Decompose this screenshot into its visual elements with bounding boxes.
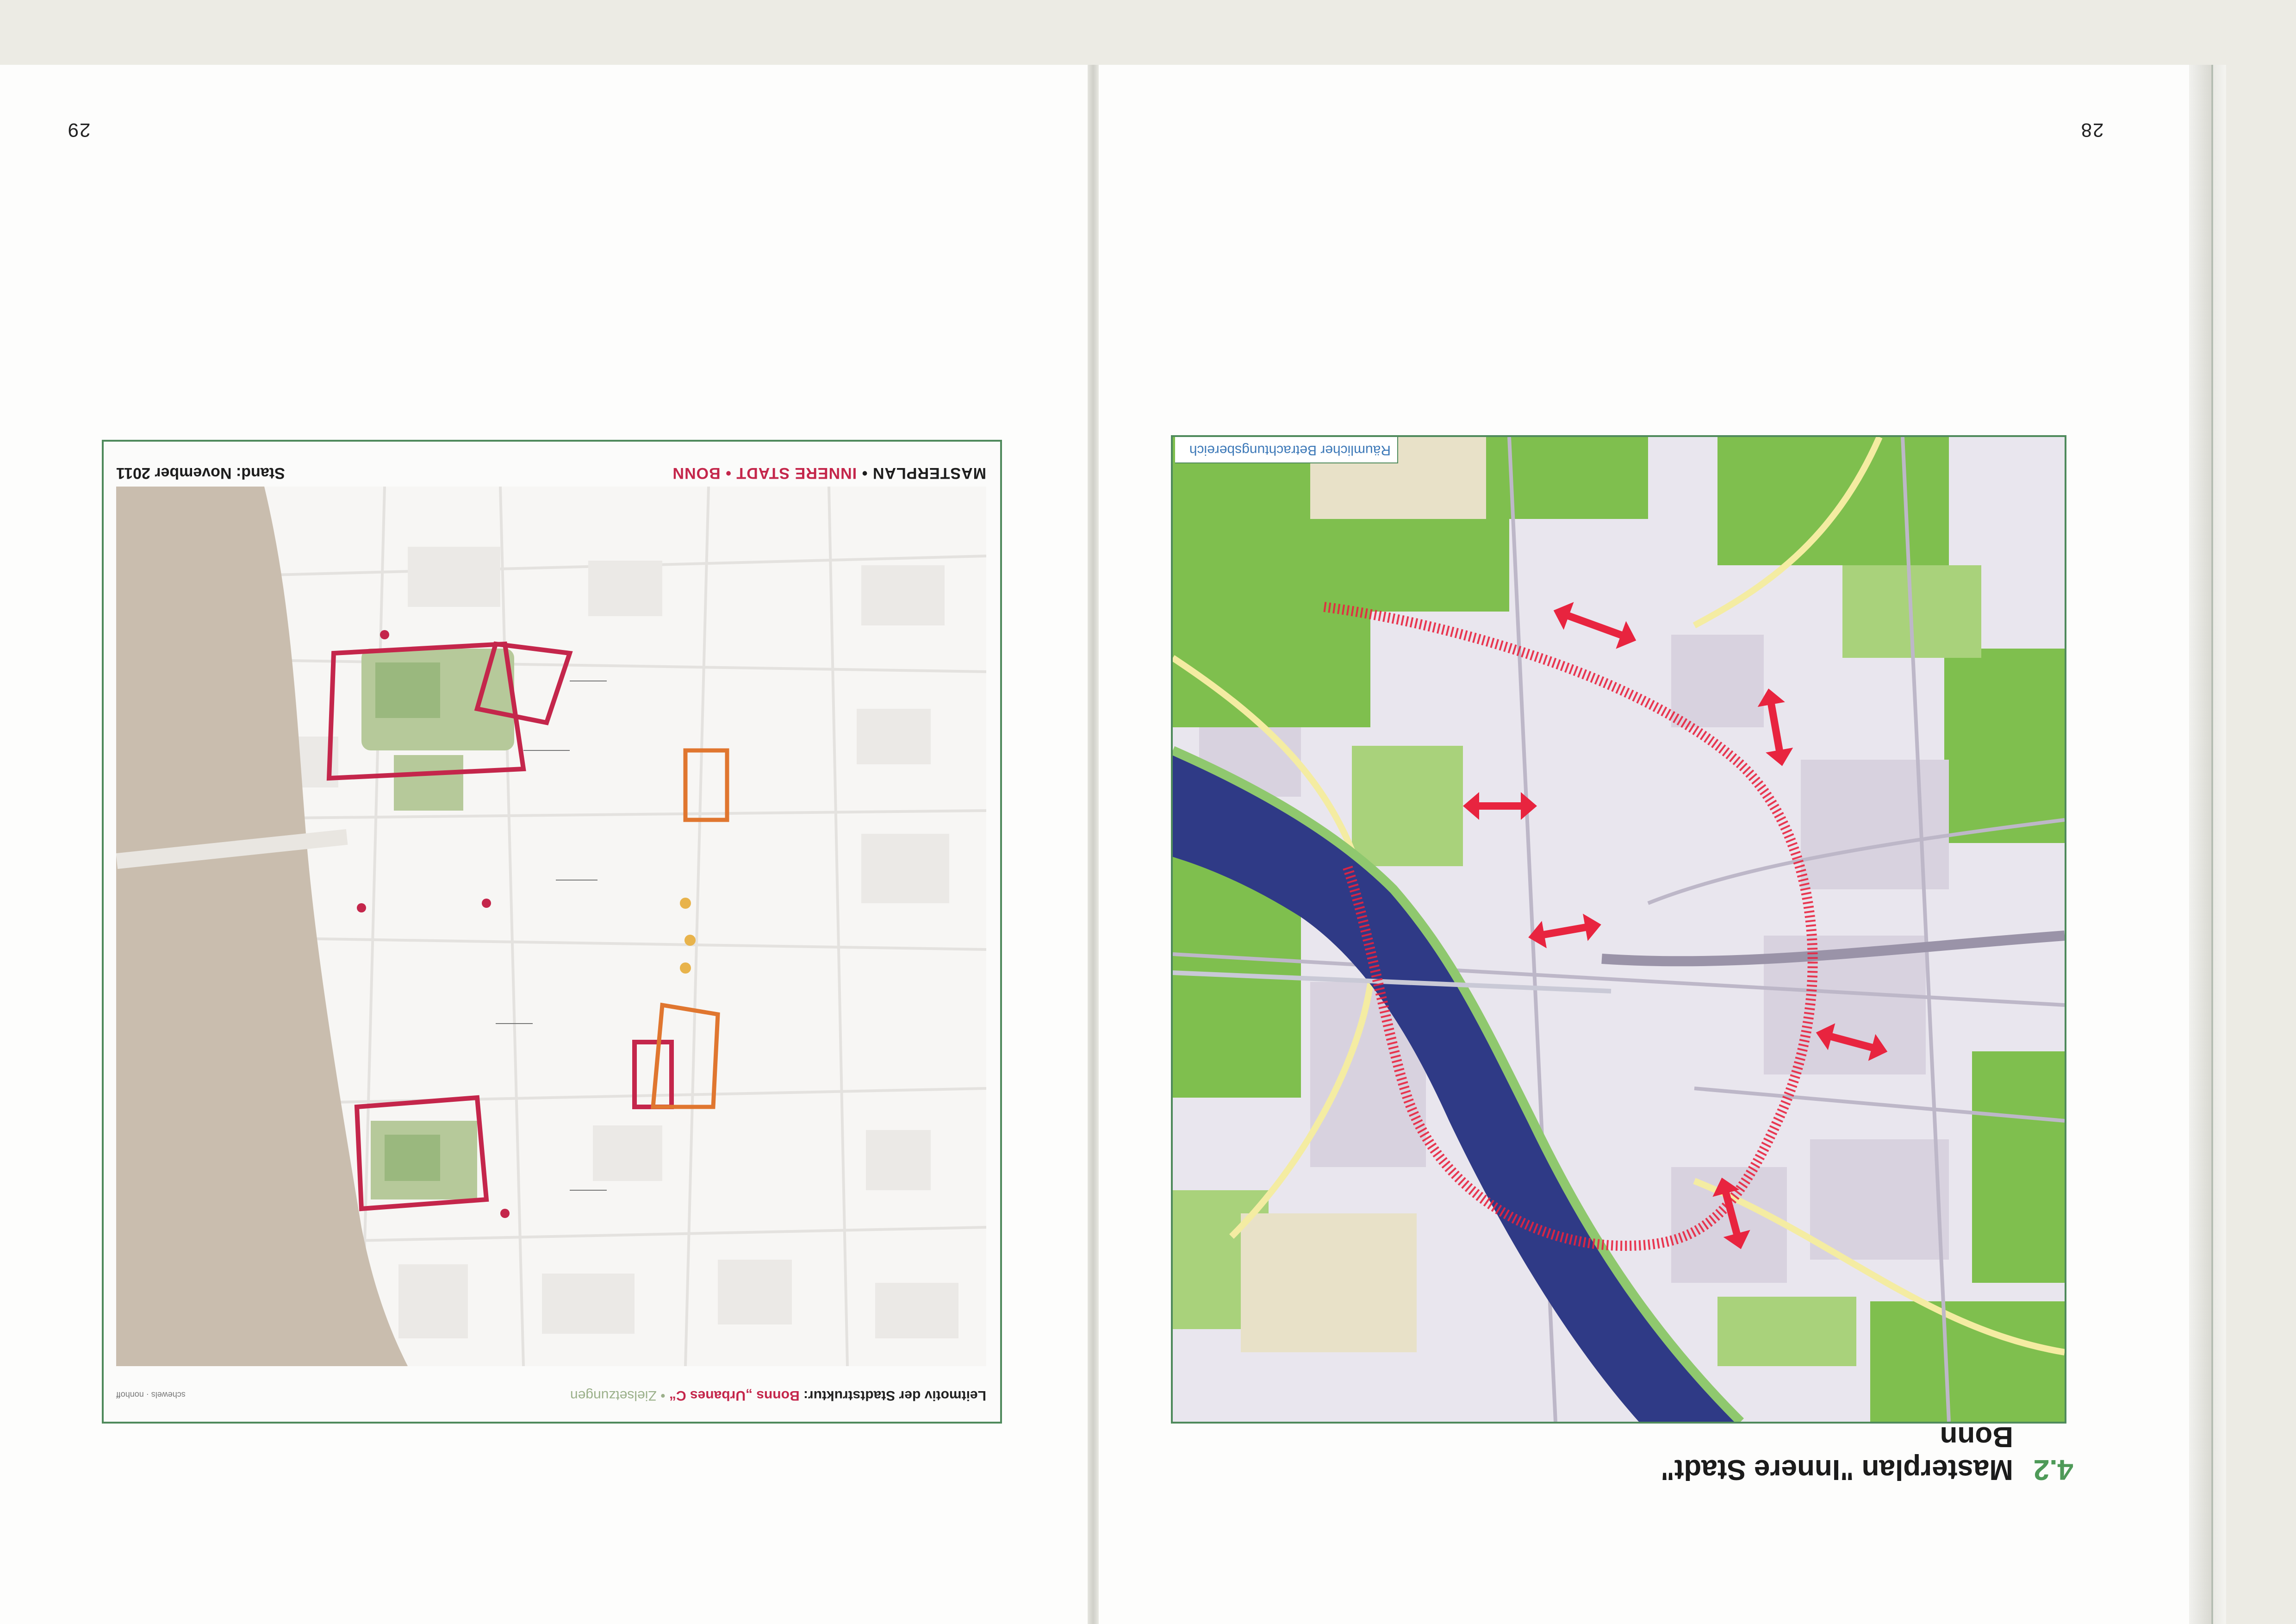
scan-background-right [2226,0,2296,1624]
masterplan-map [116,487,986,1366]
masterplan-title-red: INNERE STADT • BONN [672,464,857,482]
masterplan-figure [102,440,1002,1424]
page-number-left: 29 [67,119,91,141]
figure-caption [1175,437,1398,463]
header-green: • Zielsetzungen [570,1388,669,1403]
masterplan-header [116,1375,986,1408]
masterplan-title-prefix: MASTERPLAN [872,464,986,482]
scan-background [0,0,2296,65]
study-area-figure [1171,435,2066,1424]
masterplan-date: Stand: November 2011 [116,464,285,482]
map-credit: schewels · nonhoff [116,1390,186,1399]
header-prefix: Leitmotiv der Stadtstruktur: [799,1388,986,1403]
figure-caption-text: Räumlicher Betrachtungsbereich [1189,443,1391,458]
header-red: Bonns „Urbanes C“ [669,1388,800,1403]
section-title: Masterplan "Innere Stadt" Bonn [1661,1421,2013,1486]
aerial-map [1173,437,2065,1422]
section-number: 4.2 [2033,1454,2073,1486]
page-edges [2189,65,2226,1624]
section-heading [1587,1421,2073,1486]
book-gutter [1088,65,1099,1624]
masterplan-title [116,450,986,487]
page-number-right: 28 [2080,119,2104,141]
title-separator: • [857,464,872,482]
